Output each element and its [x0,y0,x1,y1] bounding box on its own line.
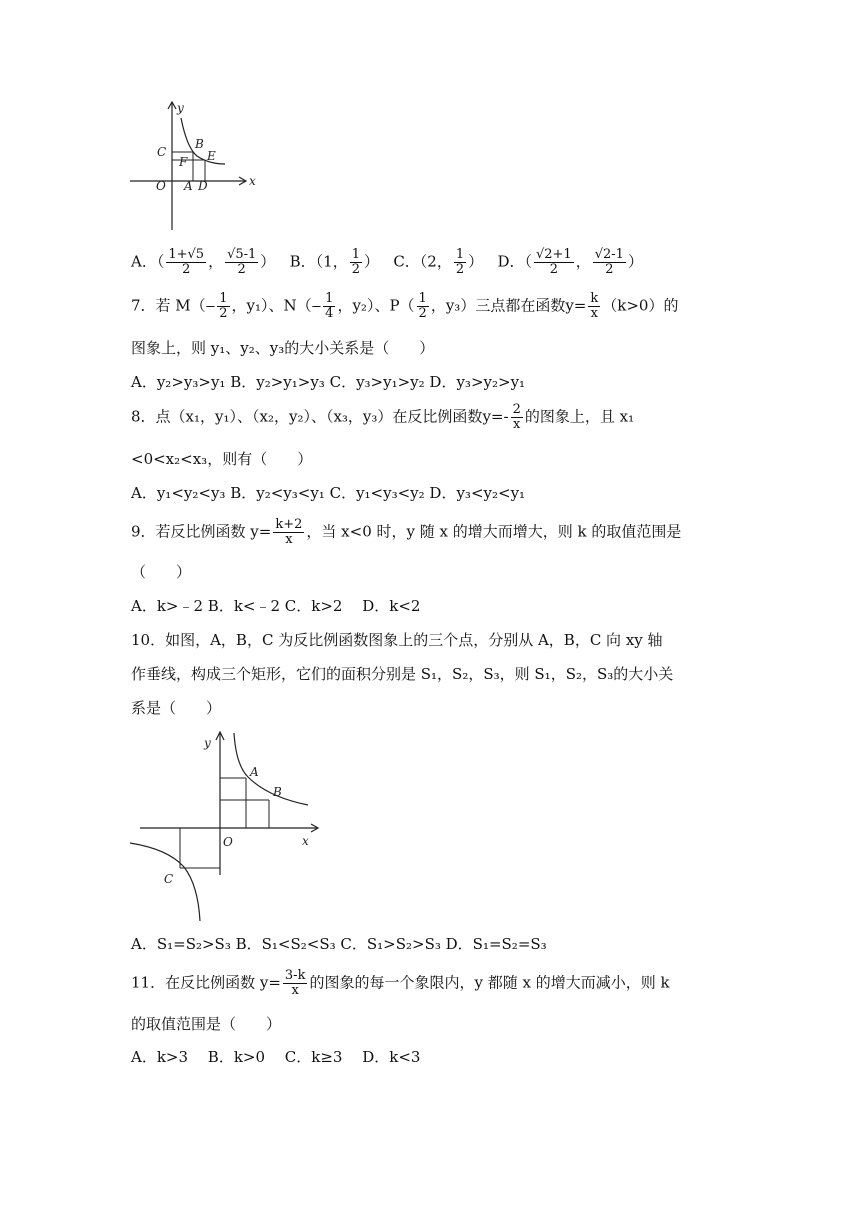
q7-options: A．y₂>y₃>y₁ B．y₂>y₁>y₃ C．y₃>y₁>y₂ D．y₃>y₂>y₁ [131,373,526,391]
label-c: C [157,145,167,159]
axis-label-x: x [249,174,256,188]
q8-options: A．y₁<y₂<y₃ B．y₂<y₃<y₁ C．y₁<y₃<y₂ D．y₃<y₂<y₁ [131,484,526,502]
hyperbola-branch-q1 [234,733,308,805]
q10-line1: 10．如图，A，B，C 为反比例函数图象上的三个点，分别从 A，B，C 向 xy 轴 [131,631,663,649]
q10-figure [128,725,328,925]
q9-line2: （ ） [131,563,192,581]
axis-label-y: y [177,101,184,115]
label-a: A [184,179,193,193]
label-b: B [195,137,204,151]
q9-line1: 9．若反比例函数 y= $\frac{k+2}{x}$ ，当 x<0 时，y 随 x 的增大而增大，则 k 的取值范围是 [131,517,682,547]
axis-label-y: y [204,736,211,750]
label-e: E [207,149,216,163]
label-a: A [250,765,259,779]
axis-label-x: x [302,834,309,848]
label-origin: O [156,179,166,193]
label-origin: O [223,835,233,849]
q10-line3: 系是（ ） [131,699,222,717]
q10-options: A．S₁=S₂>S₃ B．S₁<S₂<S₃ C．S₁>S₂>S₃ D．S₁=S₂=S₃ [131,935,547,953]
label-f: F [179,155,188,169]
q11-line2: 的取值范围是（ ） [131,1015,282,1033]
q7-line1: 7．若 M（‒ $\frac{1}{2}$ ，y₁）、N（‒ $\frac{1}{4}$ ，y₂）、P（ $\frac{1}{2}$ ，y₃）三点都在函数y= $\frac{k}{x}$ （k>0）的 [131,291,679,321]
label-c: C [164,872,174,886]
q6-figure [125,98,265,238]
label-d: D [198,179,208,193]
q9-options: A．k>﹣2 B．k<﹣2 C．k>2 D．k<2 [131,597,421,615]
label-b: B [273,785,282,799]
q6-options: A．（ $\frac{1+√5}{2}$ ， $\frac{√5-1}{2}$ ） B．（1， $\frac{1}{2}$ ） C．（2， $\frac{1}{2}$ ） D．（ $\frac{√2+1}{2}$ ， $\frac{√2-1}{2}$ ） [131,247,643,277]
q11-options: A．k>3 B．k>0 C．k≥3 D．k<3 [131,1048,421,1066]
q8-line2: <0<x₂<x₃，则有（ ） [131,450,313,468]
q7-line2: 图象上，则 y₁、y₂、y₃的大小关系是（ ） [131,339,435,357]
q10-line2: 作垂线，构成三个矩形，它们的面积分别是 S₁，S₂，S₃，则 S₁，S₂，S₃的大小关 [131,665,674,683]
q8-line1: 8．点（x₁，y₁）、（x₂，y₂）、（x₃，y₃）在反比例函数y=- $\frac{2}{x}$ 的图象上，且 x₁ [131,402,635,432]
q11-line1: 11．在反比例函数 y= $\frac{3-k}{x}$ 的图象的每一个象限内，y 都随 x 的增大而减小，则 k [131,968,670,998]
